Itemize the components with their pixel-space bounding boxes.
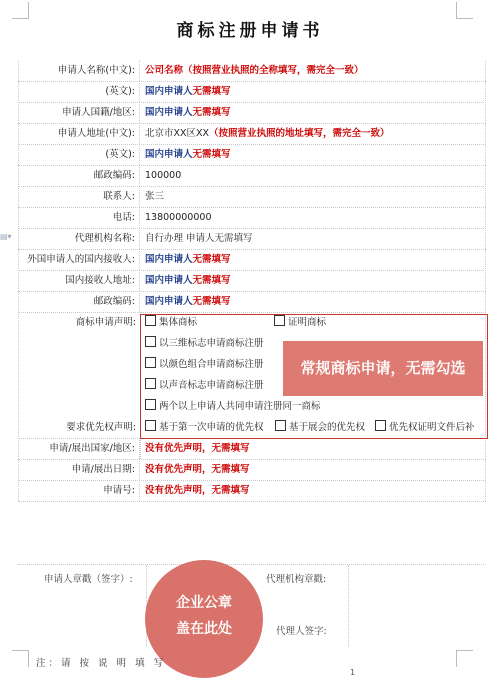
field-value-part: 国内申请人 [145, 254, 193, 265]
field-value[interactable] [145, 249, 231, 270]
field-value[interactable] [145, 60, 364, 81]
field-value-part: 无需填写 [192, 107, 231, 118]
field-value[interactable] [145, 144, 231, 165]
form-row [18, 438, 486, 460]
field-value[interactable] [145, 165, 181, 186]
crop-mark-bottom-left [12, 650, 29, 667]
field-value-part: 国内申请人 [145, 149, 193, 160]
option-label: 证明商标 [288, 317, 327, 328]
option-label: 基于第一次申请的优先权 [159, 422, 264, 433]
agent-sign-label: 代理人签字: [276, 626, 327, 637]
field-label: 电话: [18, 207, 140, 228]
field-value-part: 没有优先声明，无需填写 [145, 443, 250, 454]
form-row [18, 480, 486, 502]
stamp-line-2: 盖在此处 [176, 621, 232, 637]
form-row [18, 81, 486, 103]
field-value-part: 公司名称 [145, 65, 184, 76]
priority-label: 要求优先权声明: [66, 422, 136, 433]
field-label: 外国申请人的国内接收人: [18, 249, 140, 270]
field-value[interactable] [145, 207, 212, 228]
field-value[interactable] [145, 438, 250, 459]
form-row [18, 228, 486, 250]
option-label: 基于展会的优先权 [289, 422, 366, 433]
field-value[interactable] [145, 228, 253, 249]
stamp-line-1: 企业公章 [176, 595, 232, 611]
field-value-part: 国内申请人 [145, 275, 193, 286]
field-label: 申请/展出国家/地区: [18, 438, 140, 459]
field-value-part: 无需填写 [192, 296, 231, 307]
field-value-part: 国内申请人 [145, 296, 193, 307]
field-value-part: 100000 [145, 170, 182, 181]
field-value-part: 张三 [145, 191, 165, 202]
form-row [18, 270, 486, 292]
table-border [18, 60, 19, 501]
field-label: 申请/展出日期: [18, 459, 140, 480]
no-check-needed-banner: 常规商标申请，无需勾选 [283, 341, 483, 396]
field-value-part: 北京市XX区XX [145, 128, 210, 139]
option-label: 以声音标志申请商标注册 [159, 380, 264, 391]
form-row [18, 123, 486, 145]
form-row [18, 291, 486, 313]
page-title: 商标注册申请书 [176, 21, 324, 41]
agency-seal-label: 代理机构章戳: [266, 574, 327, 585]
form-row [18, 102, 486, 124]
field-label: 申请人地址(中文): [18, 123, 140, 144]
field-value[interactable] [145, 270, 231, 291]
field-value-part: 无需填写 [192, 254, 231, 265]
form-row [18, 165, 486, 187]
field-value[interactable] [145, 81, 231, 102]
field-label: (英文): [18, 81, 140, 102]
field-value-part: 国内申请人 [145, 86, 193, 97]
option-label: 优先权证明文件后补 [389, 422, 475, 433]
field-value[interactable] [145, 459, 250, 480]
field-label: 代理机构名称: [18, 228, 140, 249]
form-row [18, 60, 486, 82]
option-label: 以三维标志申请商标注册 [159, 338, 264, 349]
option-label: 以颜色组合申请商标注册 [159, 359, 264, 370]
field-label: 申请人国籍/地区: [18, 102, 140, 123]
field-value-part: 无需填写 [192, 275, 231, 286]
field-value-part: （按照营业执照的全称填写，需完全一致） [183, 65, 364, 76]
field-value[interactable] [145, 480, 250, 501]
field-value-part: 自行办理 申请人无需填写 [145, 233, 253, 244]
form-row [18, 207, 486, 229]
form-row [18, 459, 486, 481]
field-label: 国内接收人地址: [18, 270, 140, 291]
declaration-label: 商标申请声明: [75, 317, 136, 328]
crop-mark-bottom-right [456, 650, 473, 667]
field-label: 申请号: [18, 480, 140, 501]
footnote: 注：请 按 说 明 填 写 [36, 658, 167, 669]
field-label: 联系人: [18, 186, 140, 207]
field-value-part: 国内申请人 [145, 107, 193, 118]
field-value-part: 无需填写 [192, 86, 231, 97]
signature-divider [348, 565, 349, 647]
applicant-seal-label: 申请人章戳（签字）: [44, 574, 133, 585]
field-value-part: （按照营业执照的地址填写，需完全一致） [209, 128, 390, 139]
page-number: 1 [350, 668, 356, 677]
field-value[interactable] [145, 291, 231, 312]
field-value-part: 13800000000 [145, 212, 212, 223]
field-label: (英文): [18, 144, 140, 165]
option-label: 两个以上申请人共同申请注册同一商标 [159, 401, 321, 412]
field-label: 邮政编码: [18, 291, 140, 312]
field-label: 申请人名称(中文): [18, 60, 140, 81]
field-value[interactable] [145, 186, 164, 207]
field-value[interactable] [145, 123, 390, 144]
field-value-part: 无需填写 [192, 149, 231, 160]
layout-options-icon[interactable]: ▤▾ [0, 232, 12, 241]
option-label: 集体商标 [159, 317, 198, 328]
field-value-part: 没有优先声明，无需填写 [145, 464, 250, 475]
field-value-part: 没有优先声明，无需填写 [145, 485, 250, 496]
form-row [18, 144, 486, 166]
form-row [18, 186, 486, 208]
field-label: 邮政编码: [18, 165, 140, 186]
form-row [18, 249, 486, 271]
field-value[interactable] [145, 102, 231, 123]
